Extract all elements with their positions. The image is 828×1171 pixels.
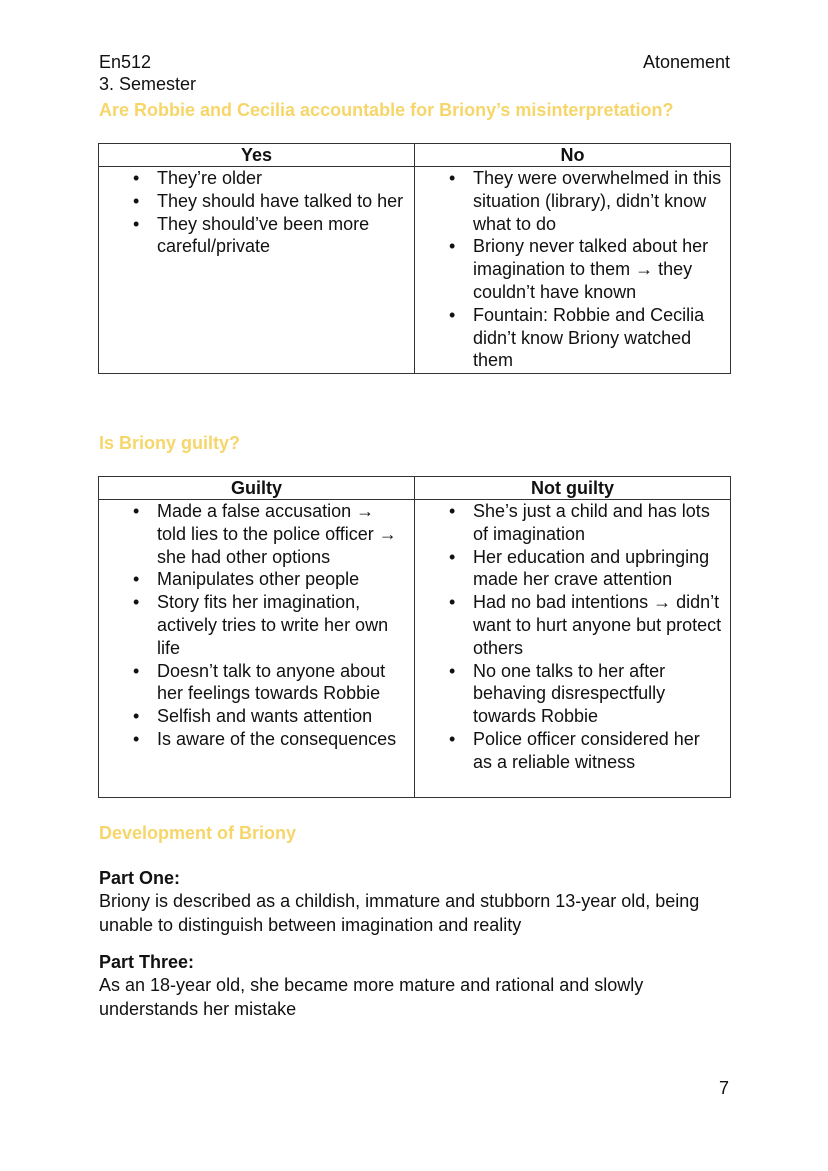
part-three-title: Part Three: — [99, 952, 195, 972]
list-item: • Doesn’t talk to anyone about her feelings towards Robbie — [99, 660, 406, 706]
list-item: • They should have talked to her — [99, 190, 406, 213]
not-guilty-cell — [415, 500, 731, 798]
list-item: • No one talks to her after behaving disrespectfully towards Robbie — [415, 660, 722, 728]
list-item: • Her education and upbringing made her crave attention — [415, 546, 722, 592]
section2-heading: Is Briony guilty? — [99, 433, 241, 453]
header-left — [99, 51, 196, 95]
yes-list — [99, 167, 414, 258]
part-three-text: As an 18-year old, she became more mature and rational and slowly understands her mistake — [99, 975, 644, 1019]
list-item: • Police officer considered her as a reliable witness — [415, 728, 722, 774]
list-item: • Story fits her imagination, actively tries to write her own life — [99, 591, 406, 659]
guilty-list — [99, 500, 414, 751]
no-column-header: No — [415, 144, 731, 167]
semester: 3. Semester — [99, 74, 197, 94]
page-number: 7 — [718, 1078, 729, 1098]
guilty-column-header: Guilty — [99, 477, 415, 500]
list-item: • She’s just a child and has lots of imagination — [415, 500, 722, 546]
list-item: • Is aware of the consequences — [99, 728, 406, 751]
section1-heading: Are Robbie and Cecilia accountable for Briony’s misinterpretation? — [99, 100, 674, 120]
accountability-table — [98, 143, 731, 374]
section3-heading: Development of Briony — [99, 823, 297, 843]
list-item: • Made a false accusation → told lies to the police officer → she had other options — [99, 500, 406, 568]
no-cell — [415, 167, 731, 374]
yes-column-header: Yes — [99, 144, 415, 167]
part-one-text: Briony is described as a childish, immature and stubborn 13-year old, being unable to distinguish between imagination and reality — [99, 891, 700, 935]
guilty-cell — [99, 500, 415, 798]
not-guilty-list — [415, 500, 730, 774]
list-item: • Had no bad intentions → didn’t want to hurt anyone but protect others — [415, 591, 722, 659]
no-list — [415, 167, 730, 372]
list-item: • Fountain: Robbie and Cecilia didn’t know Briony watched them — [415, 304, 722, 372]
course-code: En512 — [99, 52, 152, 72]
part-one-title: Part One: — [99, 868, 181, 888]
list-item: • Briony never talked about her imagination to them → they couldn’t have known — [415, 235, 722, 303]
not-guilty-column-header: Not guilty — [415, 477, 731, 500]
guilt-table — [98, 476, 731, 798]
document-title: Atonement — [642, 52, 730, 72]
yes-cell — [99, 167, 415, 374]
list-item: • They’re older — [99, 167, 406, 190]
list-item: • They should’ve been more careful/private — [99, 213, 406, 259]
list-item: • Selfish and wants attention — [99, 705, 406, 728]
list-item: • They were overwhelmed in this situation (library), didn’t know what to do — [415, 167, 722, 235]
list-item: • Manipulates other people — [99, 568, 406, 591]
